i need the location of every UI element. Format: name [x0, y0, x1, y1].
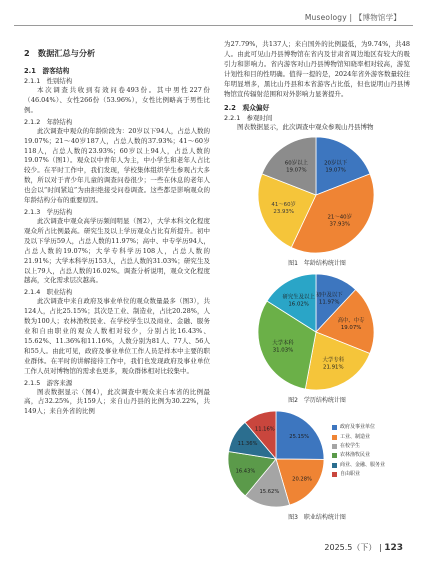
slice-category-label: 21～40岁 — [327, 214, 353, 221]
legend-entry — [332, 423, 385, 432]
slice-value-label: 21.91% — [323, 364, 344, 371]
slice-category-label: 60岁以上 — [284, 160, 308, 167]
heading-gender: 2.1.1 性别结构 — [24, 77, 73, 85]
subsection-visitor-structure: 2.1 游客结构 — [24, 67, 70, 75]
slice-category-label: 大学专科 — [322, 357, 345, 364]
slice-category-label: 研究生及以上 — [282, 294, 315, 301]
legend-label: 农林渔牧民业 — [340, 452, 371, 459]
paragraph-education: 此次调查中观众高学历频间明显（图2），大学本科文化程度观众所占比例最高。研究生及以上学历观众占比有所提升。初中及以下学历59人，占总人数的11.97%；高中、中专学历94人，占总人数的19.07%；大学专科学历108人，占总人数的21.91%；大学本科学历153人，占总人数的31.03%；研究生及以上79人，占总人数的16.02%。调查分析说明，观众文化程度越高，文化需求层次越高。 — [24, 216, 210, 285]
legend-entry — [332, 442, 385, 451]
caption-occupation: 图3 职业结构统计图 — [288, 514, 346, 522]
heading-education: 2.1.3 学历结构 — [24, 207, 73, 216]
caption-education: 图2 学历结构统计图 — [288, 397, 346, 405]
paragraph-occupation: 此次调查中来自政府及事业单位的观众数量最多（图3），共124人，占比25.15%；其次是工业、制造业，占比20.28%，人数为100人；农林渔牧民业、在学校学生以及商业、金融、服务业和自由职业的观众人数相对较少，分别占比16.43%、15.62%、11.36%和11.16%，人数分别为81人、77人、56人和55人。由此可见，政府及事业单位工作人员是样本中主要的职业群体。在平时的讲解接待工作中，我们也发现政府及事业单位工作人员对博物馆的需求也更多，观众群体相对比较集中。 — [24, 297, 210, 375]
heading-age: 2.1.2 年龄结构 — [24, 117, 73, 126]
slice-value-label: 16.43% — [235, 468, 256, 475]
legend-swatch — [332, 472, 337, 477]
subsection-preference: 2.2 观众偏好 — [224, 104, 270, 113]
footer-separator: | — [378, 543, 382, 552]
legend-swatch — [332, 435, 337, 440]
legend-swatch — [332, 444, 337, 449]
left-column — [24, 40, 210, 417]
figure-age-pie — [224, 133, 410, 267]
slice-value-label: 20.28% — [292, 477, 312, 484]
heading-visit-time: 2.2.1 参观时间 — [224, 114, 273, 123]
occupation-legend — [332, 423, 385, 479]
paragraph-visit-time: 图表数据显示，此次调查中观众参观山丹县博物 — [237, 123, 374, 132]
figure-education-pie — [224, 270, 410, 404]
section-title: 2 数据汇总与分析 — [24, 48, 96, 58]
education-pie-chart — [224, 270, 410, 394]
slice-category-label: 大学本科 — [272, 340, 294, 347]
legend-entry — [332, 470, 385, 479]
legend-label: 工业、制造业 — [340, 433, 371, 440]
issue-label: 2025.5（下） — [324, 543, 377, 552]
running-header: Museology | 【博物馆学】 — [304, 13, 401, 22]
legend-entry — [332, 451, 385, 460]
slice-category-label: 20岁以下 — [324, 160, 348, 167]
header-rule — [14, 25, 413, 26]
slice-value-label: 37.93% — [329, 221, 351, 228]
slice-value-label: 15.62% — [259, 489, 280, 496]
paragraph-source: 图表数据显示（图4），此次调查中观众来自本省的比例最高，占32.25%，共159人；来自山丹县的比例为30.22%，共149人；来自外省的比例 — [24, 387, 210, 416]
paragraph-gender: 本次调查共收到有效问卷493份。其中男性227份（46.04%）、女性266份（53.96%），女性比例略高于男性比例。 — [24, 86, 210, 114]
slice-category-label: 41～60岁 — [271, 202, 296, 209]
paragraph-source-cont: 为27.79%，共137人；来自国外的比例最低，为9.74%，共48人。由此可见山丹县博物馆在省内及甘肃省周边地区有较大的吸引力和影响力。省内游客对山丹县博物馆知晓率相对较高，游览计划性和目的性明确。值得一提的是，2024年省外游客数量较往年明显增多，黑比山丹县和本省游客占比低，但也说明山丹县博物馆宣传辐射范围和对外影响力显著提升。 — [224, 40, 410, 98]
right-column — [224, 40, 410, 524]
heading-occupation: 2.1.4 职业结构 — [24, 288, 73, 297]
slice-value-label: 11.16% — [254, 426, 275, 433]
legend-swatch — [332, 453, 337, 458]
slice-value-label: 16.02% — [288, 301, 309, 308]
legend-entry — [332, 433, 385, 442]
slice-value-label: 19.07% — [340, 325, 362, 332]
legend-label: 自由职业 — [340, 470, 361, 477]
slice-value-label: 11.36% — [237, 441, 258, 448]
slice-value-label: 11.97% — [318, 299, 340, 306]
slice-category-label: 高中、中专 — [337, 318, 365, 325]
legend-swatch — [332, 463, 337, 468]
heading-source: 2.1.5 游客来源 — [24, 378, 73, 387]
paragraph-age: 此次调查中观众的年龄阶段为：20岁以下94人，占总人数的19.07%；21～40岁187人，占总人数的37.93%；41～60岁118人，占总人数的23.93%；60岁以上94人，占总人数的19.07%（图1）。观众以中青年人为主，中小学生和老年人占比较少。在平时工作中，我们发现，学校集体组织学生参观占大多数，所以对于青少年儿童的调查问卷很少；一些在休息的老年人也会以“时间紧迫”为由拒绝接受问卷调查。这些都是影响观众的年龄结构分布的重要原因。 — [24, 126, 210, 205]
slice-value-label: 31.03% — [272, 347, 294, 354]
slice-value-label: 25.15% — [289, 434, 310, 441]
figure-occupation-pie — [224, 407, 410, 521]
slice-category-label: 初中及以下 — [315, 292, 343, 299]
slice-value-label: 19.07% — [325, 167, 346, 174]
legend-swatch — [332, 425, 337, 430]
page-footer — [324, 542, 403, 553]
legend-entry — [332, 461, 385, 470]
legend-label: 政府及事业单位 — [340, 424, 376, 431]
legend-label: 商业、金融、服务业 — [340, 461, 386, 468]
caption-age: 图1 年龄结构统计图 — [288, 260, 346, 268]
slice-value-label: 19.07% — [286, 167, 307, 174]
slice-value-label: 23.93% — [273, 209, 294, 216]
page-number: 123 — [384, 543, 403, 553]
age-pie-chart — [224, 133, 410, 257]
legend-label: 在校学生 — [340, 442, 361, 449]
